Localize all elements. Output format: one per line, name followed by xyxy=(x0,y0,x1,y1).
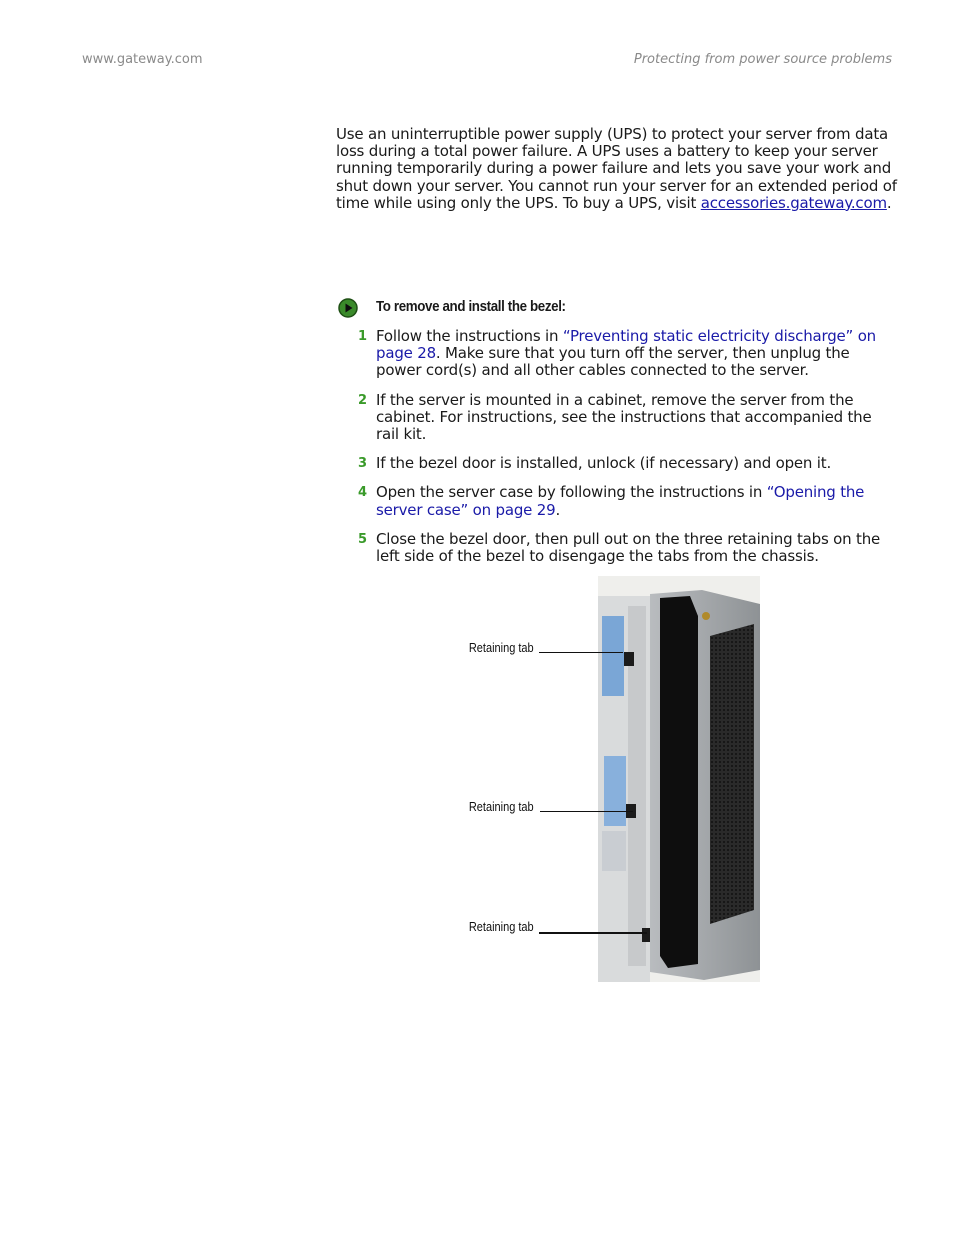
step-item xyxy=(356,392,898,444)
header-site-url: www.gateway.com xyxy=(82,52,203,67)
intro-text: Use an uninterruptible power supply (UPS) to protect your server from data loss during a total power failure. A UPS uses a battery to keep your server running temporarily during a power failure and lets you save your work and shut down your server. You cannot run your server for an extended period of time while using only the UPS. To buy a UPS, visit xyxy=(336,125,897,212)
step-text: Open the server case by following the instructions in xyxy=(376,483,767,502)
step-item xyxy=(356,328,898,380)
callout-retaining-tab-1: Retaining tab xyxy=(469,641,534,655)
static-discharge-link[interactable]: “Preventing static electricity discharge” on page 28 xyxy=(376,327,876,363)
step-item xyxy=(356,531,898,565)
accessories-link[interactable]: accessories.gateway.com xyxy=(700,193,887,212)
intro-end: . xyxy=(886,193,892,212)
step-text-post: . xyxy=(555,500,561,519)
step-item xyxy=(356,484,898,518)
step-number: 4 xyxy=(358,485,367,501)
step-item xyxy=(356,455,898,472)
step-number: 2 xyxy=(358,392,367,408)
callout-line-3 xyxy=(539,932,647,934)
step-text: If the bezel door is installed, unlock (if necessary) and open it. xyxy=(376,454,832,473)
header-section-title: Protecting from power source problems xyxy=(633,52,892,67)
step-number: 5 xyxy=(358,531,367,547)
server-bezel-photo xyxy=(598,576,760,982)
callout-retaining-tab-3: Retaining tab xyxy=(469,920,534,934)
callout-line-2 xyxy=(540,811,633,812)
play-arrow-icon xyxy=(338,298,358,318)
callout-line-1 xyxy=(539,652,623,653)
steps-list xyxy=(356,328,898,577)
step-text-post: . Make sure that you turn off the server, then unplug the power cord(s) and all other cables connected to the server. xyxy=(376,344,850,380)
step-text: Close the bezel door, then pull out on the three retaining tabs on the left side of the bezel to disengage the tabs from the chassis. xyxy=(376,529,881,566)
step-text: Follow the instructions in xyxy=(376,327,563,345)
step-number: 3 xyxy=(358,456,367,472)
step-text: If the server is mounted in a cabinet, remove the server from the cabinet. For instructions, see the instructions that accompanied the rail kit. xyxy=(376,390,872,444)
opening-case-link[interactable]: “Opening the server case” on page 29 xyxy=(376,483,865,519)
intro-paragraph xyxy=(336,126,898,212)
callout-retaining-tab-2: Retaining tab xyxy=(469,800,534,814)
procedure-title: To remove and install the bezel: xyxy=(376,299,566,315)
step-number: 1 xyxy=(358,329,367,344)
